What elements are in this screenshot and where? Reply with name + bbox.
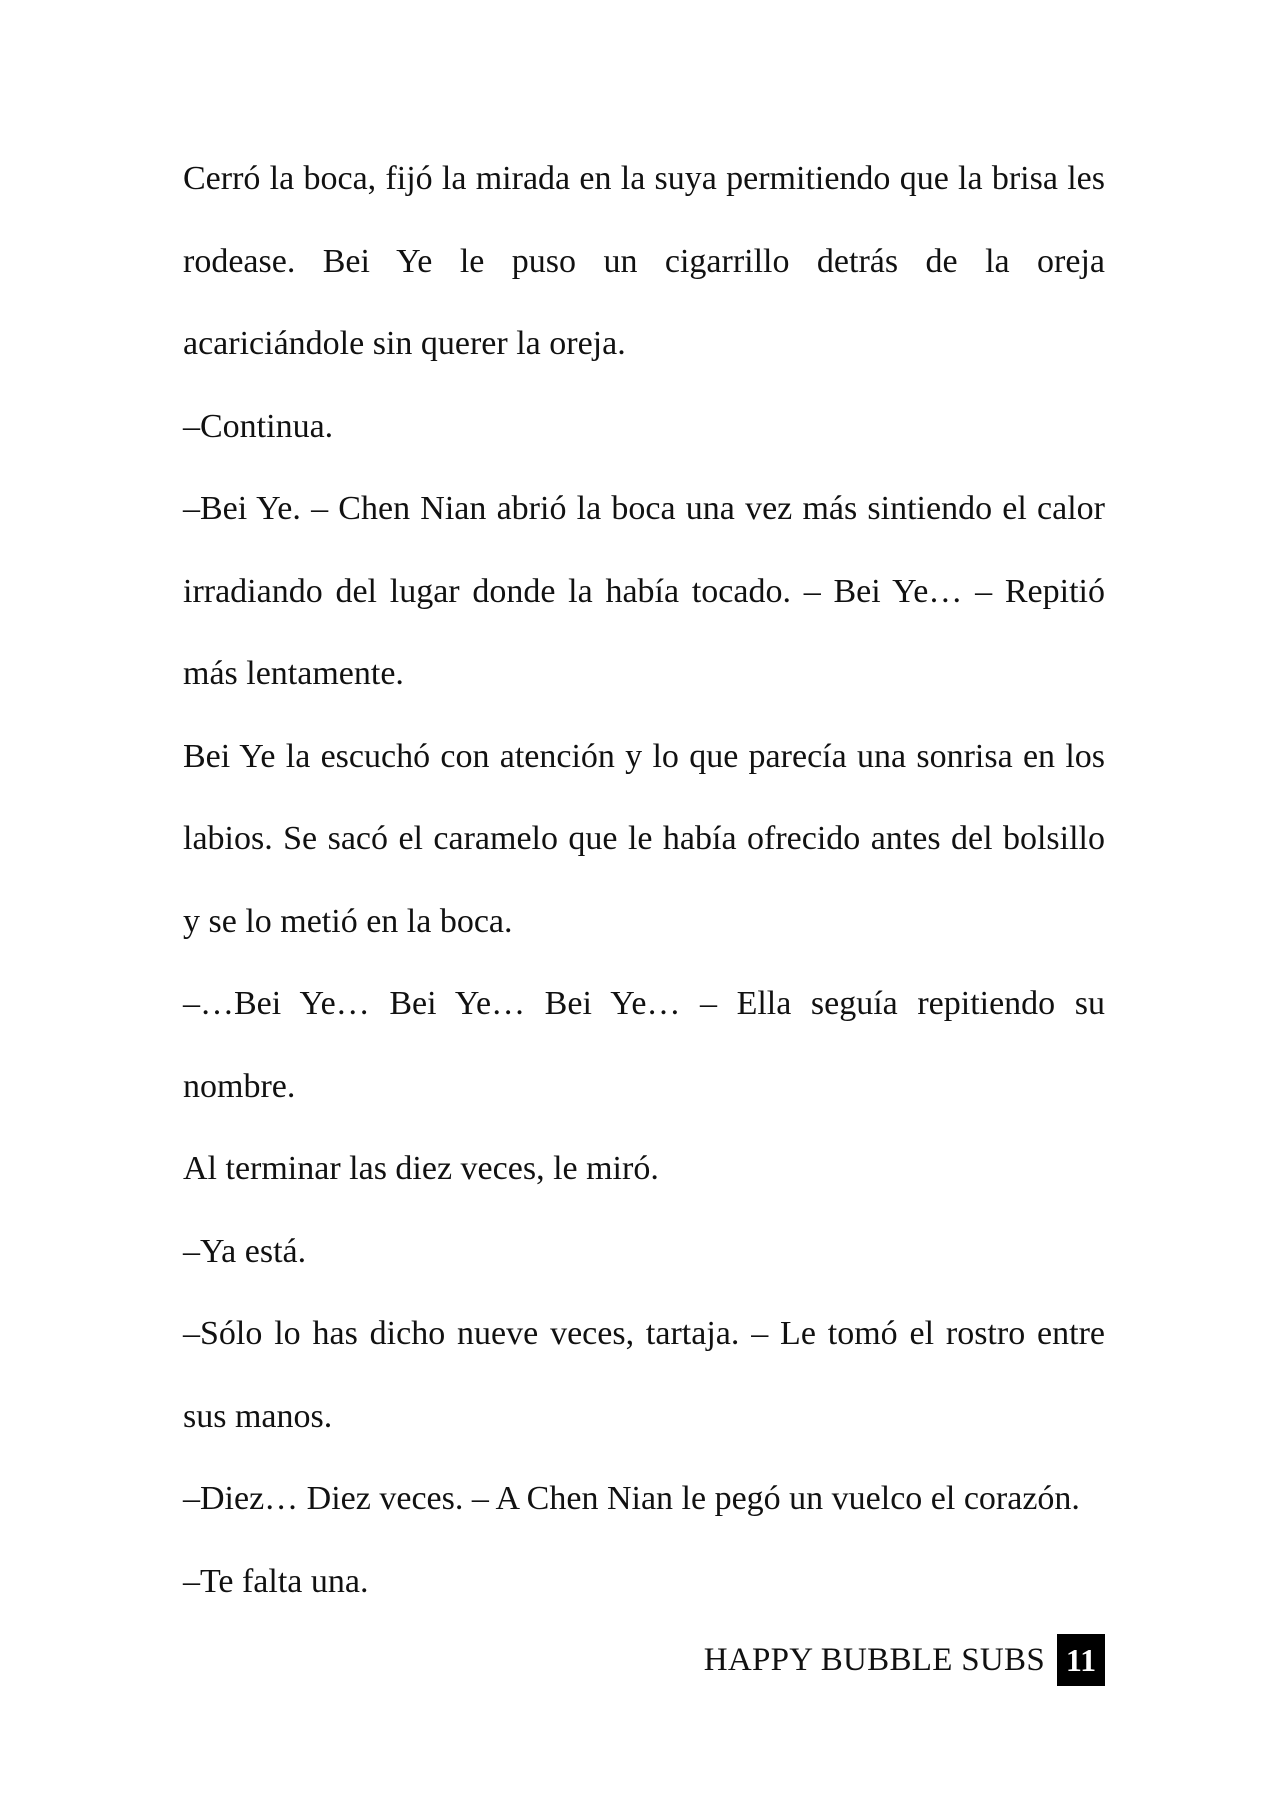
paragraph: –Sólo lo has dicho nueve veces, tartaja. – Le tomó el rostro entre sus manos.: [183, 1315, 1105, 1435]
page-body: [183, 138, 1105, 1623]
page-footer: [704, 1634, 1105, 1686]
paragraph: –Bei Ye. – Chen Nian abrió la boca una vez más sintiendo el calor irradiando del lugar donde la había tocado. – Bei Ye… – Repitió más lentamente.: [183, 490, 1105, 692]
paragraph: –Continua.: [183, 407, 334, 445]
paragraph: Cerró la boca, fijó la mirada en la suya permitiendo que la brisa les rodease. Bei Ye le puso un cigarrillo detrás de la oreja acariciándole sin querer la oreja.: [183, 160, 1105, 362]
paragraph: –Ya está.: [183, 1232, 307, 1270]
paragraph: Bei Ye la escuchó con atención y lo que parecía una sonrisa en los labios. Se sacó el caramelo que le había ofrecido antes del bolsillo y se lo metió en la boca.: [183, 737, 1105, 940]
paragraph: Al terminar las diez veces, le miró.: [183, 1150, 659, 1187]
paragraph: –Diez… Diez veces. – A Chen Nian le pegó un vuelco el corazón.: [183, 1480, 1080, 1517]
footer-label: HAPPY BUBBLE SUBS: [703, 1641, 1045, 1678]
paragraph: –…Bei Ye… Bei Ye… Bei Ye… – Ella seguía repitiendo su nombre.: [183, 985, 1105, 1105]
page-number: 11: [1057, 1634, 1105, 1686]
paragraph: –Te falta una.: [183, 1562, 369, 1600]
